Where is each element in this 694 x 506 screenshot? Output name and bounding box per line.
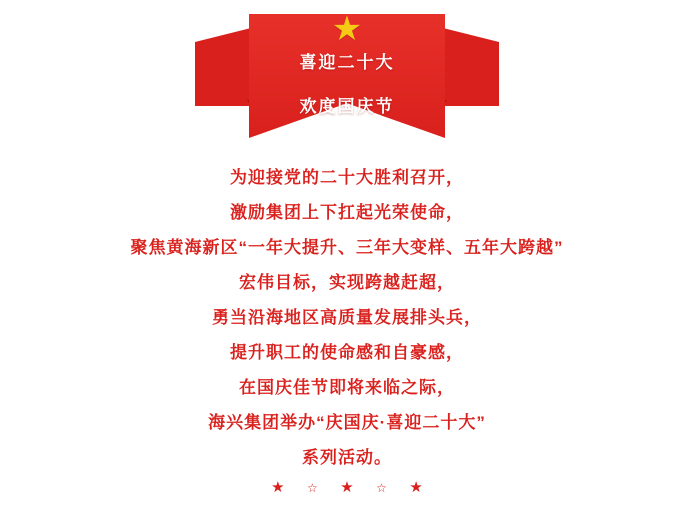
ribbon-tail-right xyxy=(443,28,499,106)
star-divider xyxy=(0,478,694,498)
star-outline-icon: ☆ xyxy=(307,481,318,495)
body-line: 提升职工的使命感和自豪感， xyxy=(230,343,464,362)
body-line: 勇当沿海地区高质量发展排头兵， xyxy=(212,308,482,327)
banner-title-line2: 欢度国庆节 xyxy=(299,97,395,116)
body-line: 为迎接党的二十大胜利召开， xyxy=(230,168,464,187)
star-icon: ★ xyxy=(340,479,354,496)
star-outline-icon: ☆ xyxy=(376,481,387,495)
body-line: 在国庆佳节即将来临之际， xyxy=(239,378,455,397)
ribbon-tail-left xyxy=(195,28,251,106)
banner xyxy=(0,0,694,150)
body-line: 聚焦黄海新区“一年大提升、三年大变样、五年大跨越” xyxy=(130,238,564,257)
star-icon: ★ xyxy=(409,479,423,496)
star-icon: ★ xyxy=(271,479,285,496)
banner-title-line1: 喜迎二十大 xyxy=(299,53,395,72)
star-icon: ★ xyxy=(331,10,363,48)
body-line: 激励集团上下扛起光荣使命， xyxy=(230,203,464,222)
body-line: 宏伟目标，实现跨越赶超， xyxy=(239,273,455,292)
body-line: 海兴集团举办“庆国庆·喜迎二十大” xyxy=(208,413,486,432)
body-copy xyxy=(0,160,694,475)
body-line: 系列活动。 xyxy=(302,448,392,467)
